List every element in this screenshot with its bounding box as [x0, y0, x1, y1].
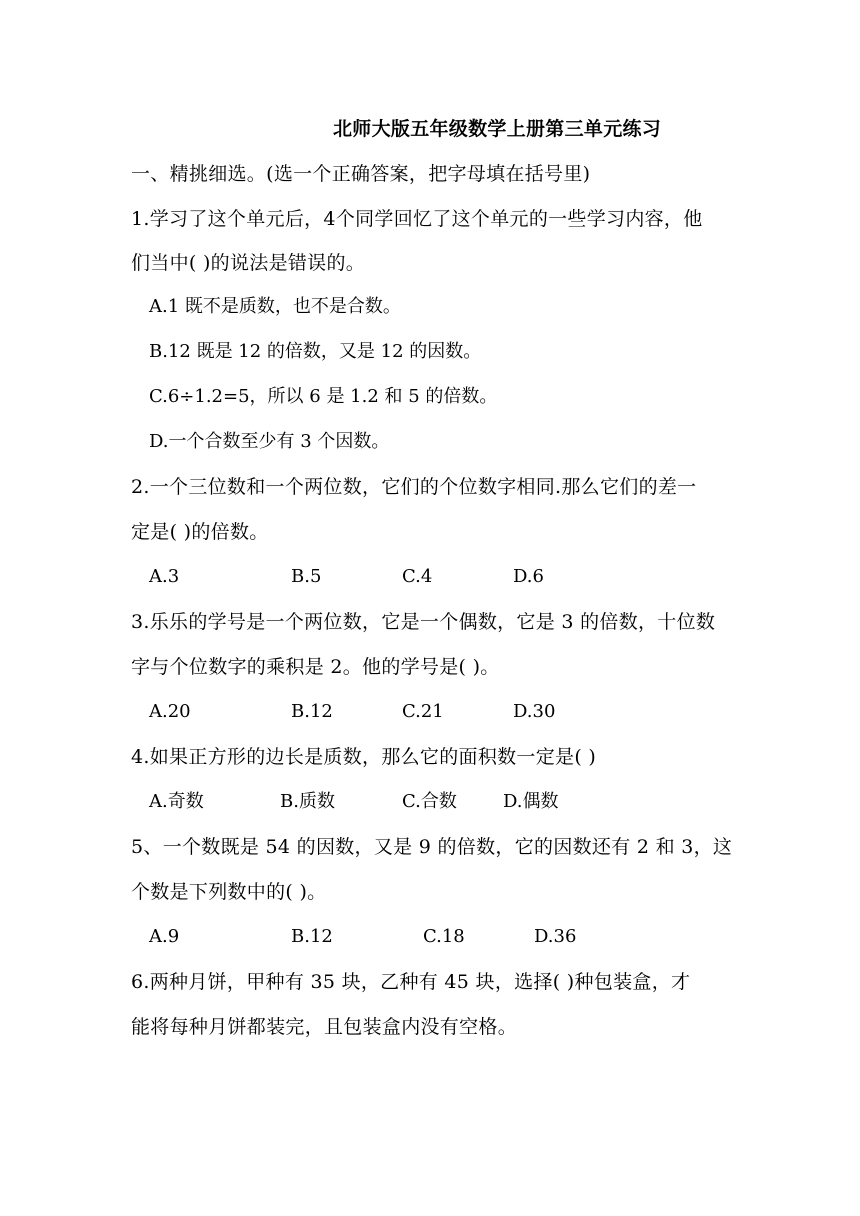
question-2-option-c: C.4 [402, 566, 433, 587]
question-2-option-d: D.6 [513, 566, 544, 587]
question-5-option-d: D.36 [534, 926, 577, 947]
question-3-option-c: C.21 [402, 701, 444, 722]
section-heading: 一、精挑细选。(选一个正确答案，把字母填在括号里) [131, 163, 591, 185]
question-4-option-d: D.偶数 [503, 791, 559, 812]
question-6-line-1: 6.两种月饼，甲种有 35 块，乙种有 45 块，选择( )种包装盒，才 [131, 971, 691, 993]
question-5-line-1: 5、一个数既是 54 的因数，又是 9 的倍数，它的因数还有 2 和 3，这 [131, 836, 733, 858]
question-3-option-b: B.12 [291, 701, 333, 722]
question-3-line-1: 3.乐乐的学号是一个两位数，它是一个偶数，它是 3 的倍数，十位数 [131, 611, 716, 633]
question-4-option-b: B.质数 [280, 791, 335, 812]
question-5-line-2: 个数是下列数中的( )。 [131, 881, 327, 903]
question-2-option-a: A.3 [149, 566, 180, 587]
question-3-option-a: A.20 [149, 701, 191, 722]
question-6-line-2: 能将每种月饼都装完，且包装盒内没有空格。 [131, 1016, 518, 1038]
question-1-line-2: 们当中( )的说法是错误的。 [131, 252, 366, 274]
page-title: 北师大版五年级数学上册第三单元练习 [333, 118, 662, 140]
question-5-option-b: B.12 [291, 926, 333, 947]
question-1-line-1: 1.学习了这个单元后，4个同学回忆了这个单元的一些学习内容，他 [131, 208, 703, 230]
question-5-option-a: A.9 [149, 926, 180, 947]
question-3-line-2: 字与个位数字的乘积是 2。他的学号是( )。 [131, 656, 500, 678]
question-2-option-b: B.5 [291, 566, 322, 587]
question-4-line-1: 4.如果正方形的边长是质数，那么它的面积数一定是( ) [131, 746, 597, 768]
question-1-option-b: B.12 既是 12 的倍数，又是 12 的因数。 [149, 341, 482, 362]
question-5-option-c: C.18 [423, 926, 465, 947]
question-2-line-2: 定是( )的倍数。 [131, 521, 269, 543]
question-1-option-c: C.6÷1.2=5，所以 6 是 1.2 和 5 的倍数。 [149, 386, 498, 407]
question-4-option-c: C.合数 [402, 791, 457, 812]
question-4-option-a: A.奇数 [149, 791, 204, 812]
question-1-option-d: D.一个合数至少有 3 个因数。 [149, 431, 390, 452]
question-3-option-d: D.30 [513, 701, 556, 722]
question-2-line-1: 2.一个三位数和一个两位数，它们的个位数字相同.那么它们的差一 [131, 476, 697, 498]
question-1-option-a: A.1 既不是质数，也不是合数。 [149, 296, 401, 317]
